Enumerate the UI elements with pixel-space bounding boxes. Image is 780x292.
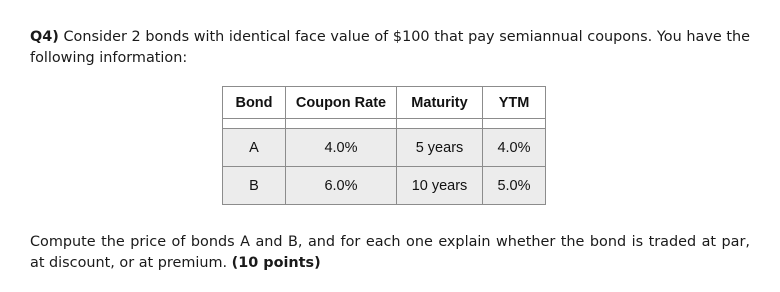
question-text: Consider 2 bonds with identical face value of $100 that pay semiannual coupons. You have the following information: (30, 29, 750, 66)
table-row (223, 167, 546, 205)
cell-bond: A (223, 129, 286, 167)
cell-bond: B (223, 167, 286, 205)
cell-ytm: 4.0% (483, 129, 546, 167)
table-header-row (223, 87, 546, 119)
task-instructions (30, 232, 750, 274)
header-ytm: YTM (483, 87, 546, 119)
task-text: Compute the price of bonds A and B, and for each one explain whether the bond is traded at par, at discount, or at premium. (30, 234, 750, 271)
cell-ytm: 5.0% (483, 167, 546, 205)
cell-maturity: 5 years (397, 129, 483, 167)
question-number: Q4) (30, 29, 59, 45)
header-coupon-rate: Coupon Rate (286, 87, 397, 119)
table-spacer-row (223, 119, 546, 129)
cell-coupon-rate: 6.0% (286, 167, 397, 205)
header-maturity: Maturity (397, 87, 483, 119)
task-points: (10 points) (231, 255, 321, 271)
bond-table (222, 86, 546, 205)
header-bond: Bond (223, 87, 286, 119)
table-row (223, 129, 546, 167)
cell-maturity: 10 years (397, 167, 483, 205)
question-intro (30, 27, 750, 69)
cell-coupon-rate: 4.0% (286, 129, 397, 167)
